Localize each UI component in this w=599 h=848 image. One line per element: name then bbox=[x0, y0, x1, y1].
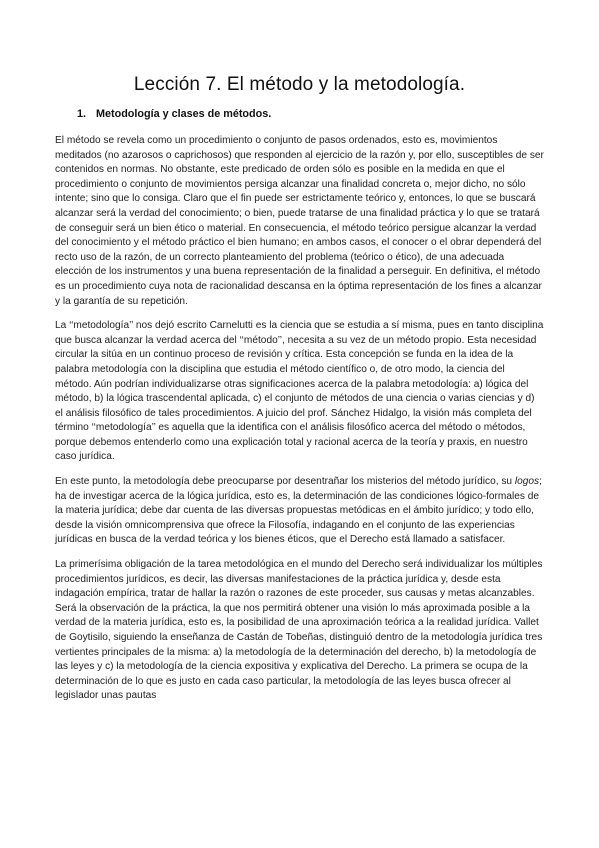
paragraph-3-italic: logos bbox=[514, 476, 540, 488]
section-number: 1. bbox=[77, 108, 87, 120]
section-heading bbox=[77, 108, 544, 120]
paragraph-4: La primerísima obligación de la tarea metodológica en el mundo del Derecho será individualizar los múltiples procedimientos jurídicos, es decir, las diversas manifestaciones de la práctica jurídica y, desde esta indagación empírica, tratar de hallar la razón o razones de este proceder, sus causas y metas alcanzables. Será la observación de la práctica, la que nos permitirá obtener una visión lo más aproximada posible a la verdad de la materia jurídica, esto es, la posibilidad de una aproximación teórica a la realidad jurídica. Vallet de Goytisilo, siguiendo la enseñanza de Castán de Tobeñas, distinguió dentro de la metodología jurídica tres vertientes principales de la misma: a) la metodología de la determinación del derecho, b) la metodología de las leyes y c) la metodología de la ciencia expositiva y explicativa del Derecho. La primera se ocupa de la determinación de lo que es justo en cada caso particular, la metodología de las leyes busca ofrecer al legislador unas pautas bbox=[55, 559, 543, 702]
paragraph-3-before: En este punto, la metodología debe preocuparse por desentrañar los misterios del método jurídico, su bbox=[55, 476, 515, 488]
paragraph-1: El método se revela como un procedimiento o conjunto de pasos ordenados, esto es, movimientos meditados (no azarosos o caprichosos) que responden al ejercicio de la razón y, por ello, susceptibles de ser contenidos en normas. No obstante, este predicado de orden sólo es posible en la medida en que el procedimiento o conjunto de movimientos persiga alcanzar una finalidad concreta o, mejor dicho, no sólo intente; sino que lo consiga. Claro que el fin puede ser estrictamente teórico y, entonces, lo que se buscará alcanzar será la verdad del conocimiento; o bien, puede tratarse de una finalidad práctica y lo que se tratará de conseguir será un bien ético o material. En consecuencia, el método teórico persigue alcanzar la verdad del conocimiento y el método práctico el bien humano; en ambos casos, el conocer o el obrar dependerá del recto uso de la razón, de un correcto planteamiento del problema (teórico o ético), de una adecuada elección de los instrumentos y una buena representación de la finalidad a perseguir. En definitiva, el método es un procedimiento cuya nota de racionalidad descansa en la óptima representación de los fines a alcanzar y la garantía de su repetición. bbox=[55, 135, 544, 307]
paragraph-2: La ‘‘metodología’’ nos dejó escrito Carnelutti es la ciencia que se estudia a sí misma, pues en tanto disciplina que busca alcanzar la verdad acerca del ‘‘método’’, necesita a su vez de un método propio. Esta necesidad circular la sitúa en un continuo proceso de revisión y crítica. Esta concepción se funda en la idea de la palabra metodología con la disciplina que estudia el método científico o, de otro modo, la ciencia del método. Aún podrían individualizarse otras significaciones acerca de la palabra metodología: a) lógica del método, b) la lógica trascendental aplicada, c) el conjunto de métodos de una ciencia o varias ciencias y d) el análisis filosófico de tales procedimientos. A juicio del prof. Sánchez Hidalgo, la visión más completa del término ‘‘metodología’’ es aquella que la identifica con el análisis filosófico acerca del método o métodos, porque debemos entenderlo como una explicación total y racional acerca de la teoría y praxis, en nuestro caso jurídica. bbox=[55, 320, 544, 463]
paragraph-3 bbox=[55, 475, 544, 548]
section-title: Metodología y clases de métodos. bbox=[96, 108, 272, 120]
page-title: Lección 7. El método y la metodología. bbox=[133, 74, 466, 95]
paragraph-3-after: ; ha de investigar acerca de la lógica jurídica, esto es, la determinación de las condiciones lógico-formales de la materia jurídica; debe dar cuenta de las diversas propuestas metódicas en el ámbito jurídico; y todo ello, desde la visión omnicomprensiva que ofrece la Filosofía, indagando en el conjunto de las experiencias jurídicas en busca de la verdad teórica y los bienes éticos, que el Derecho está llamado a satisfacer. bbox=[55, 476, 542, 546]
